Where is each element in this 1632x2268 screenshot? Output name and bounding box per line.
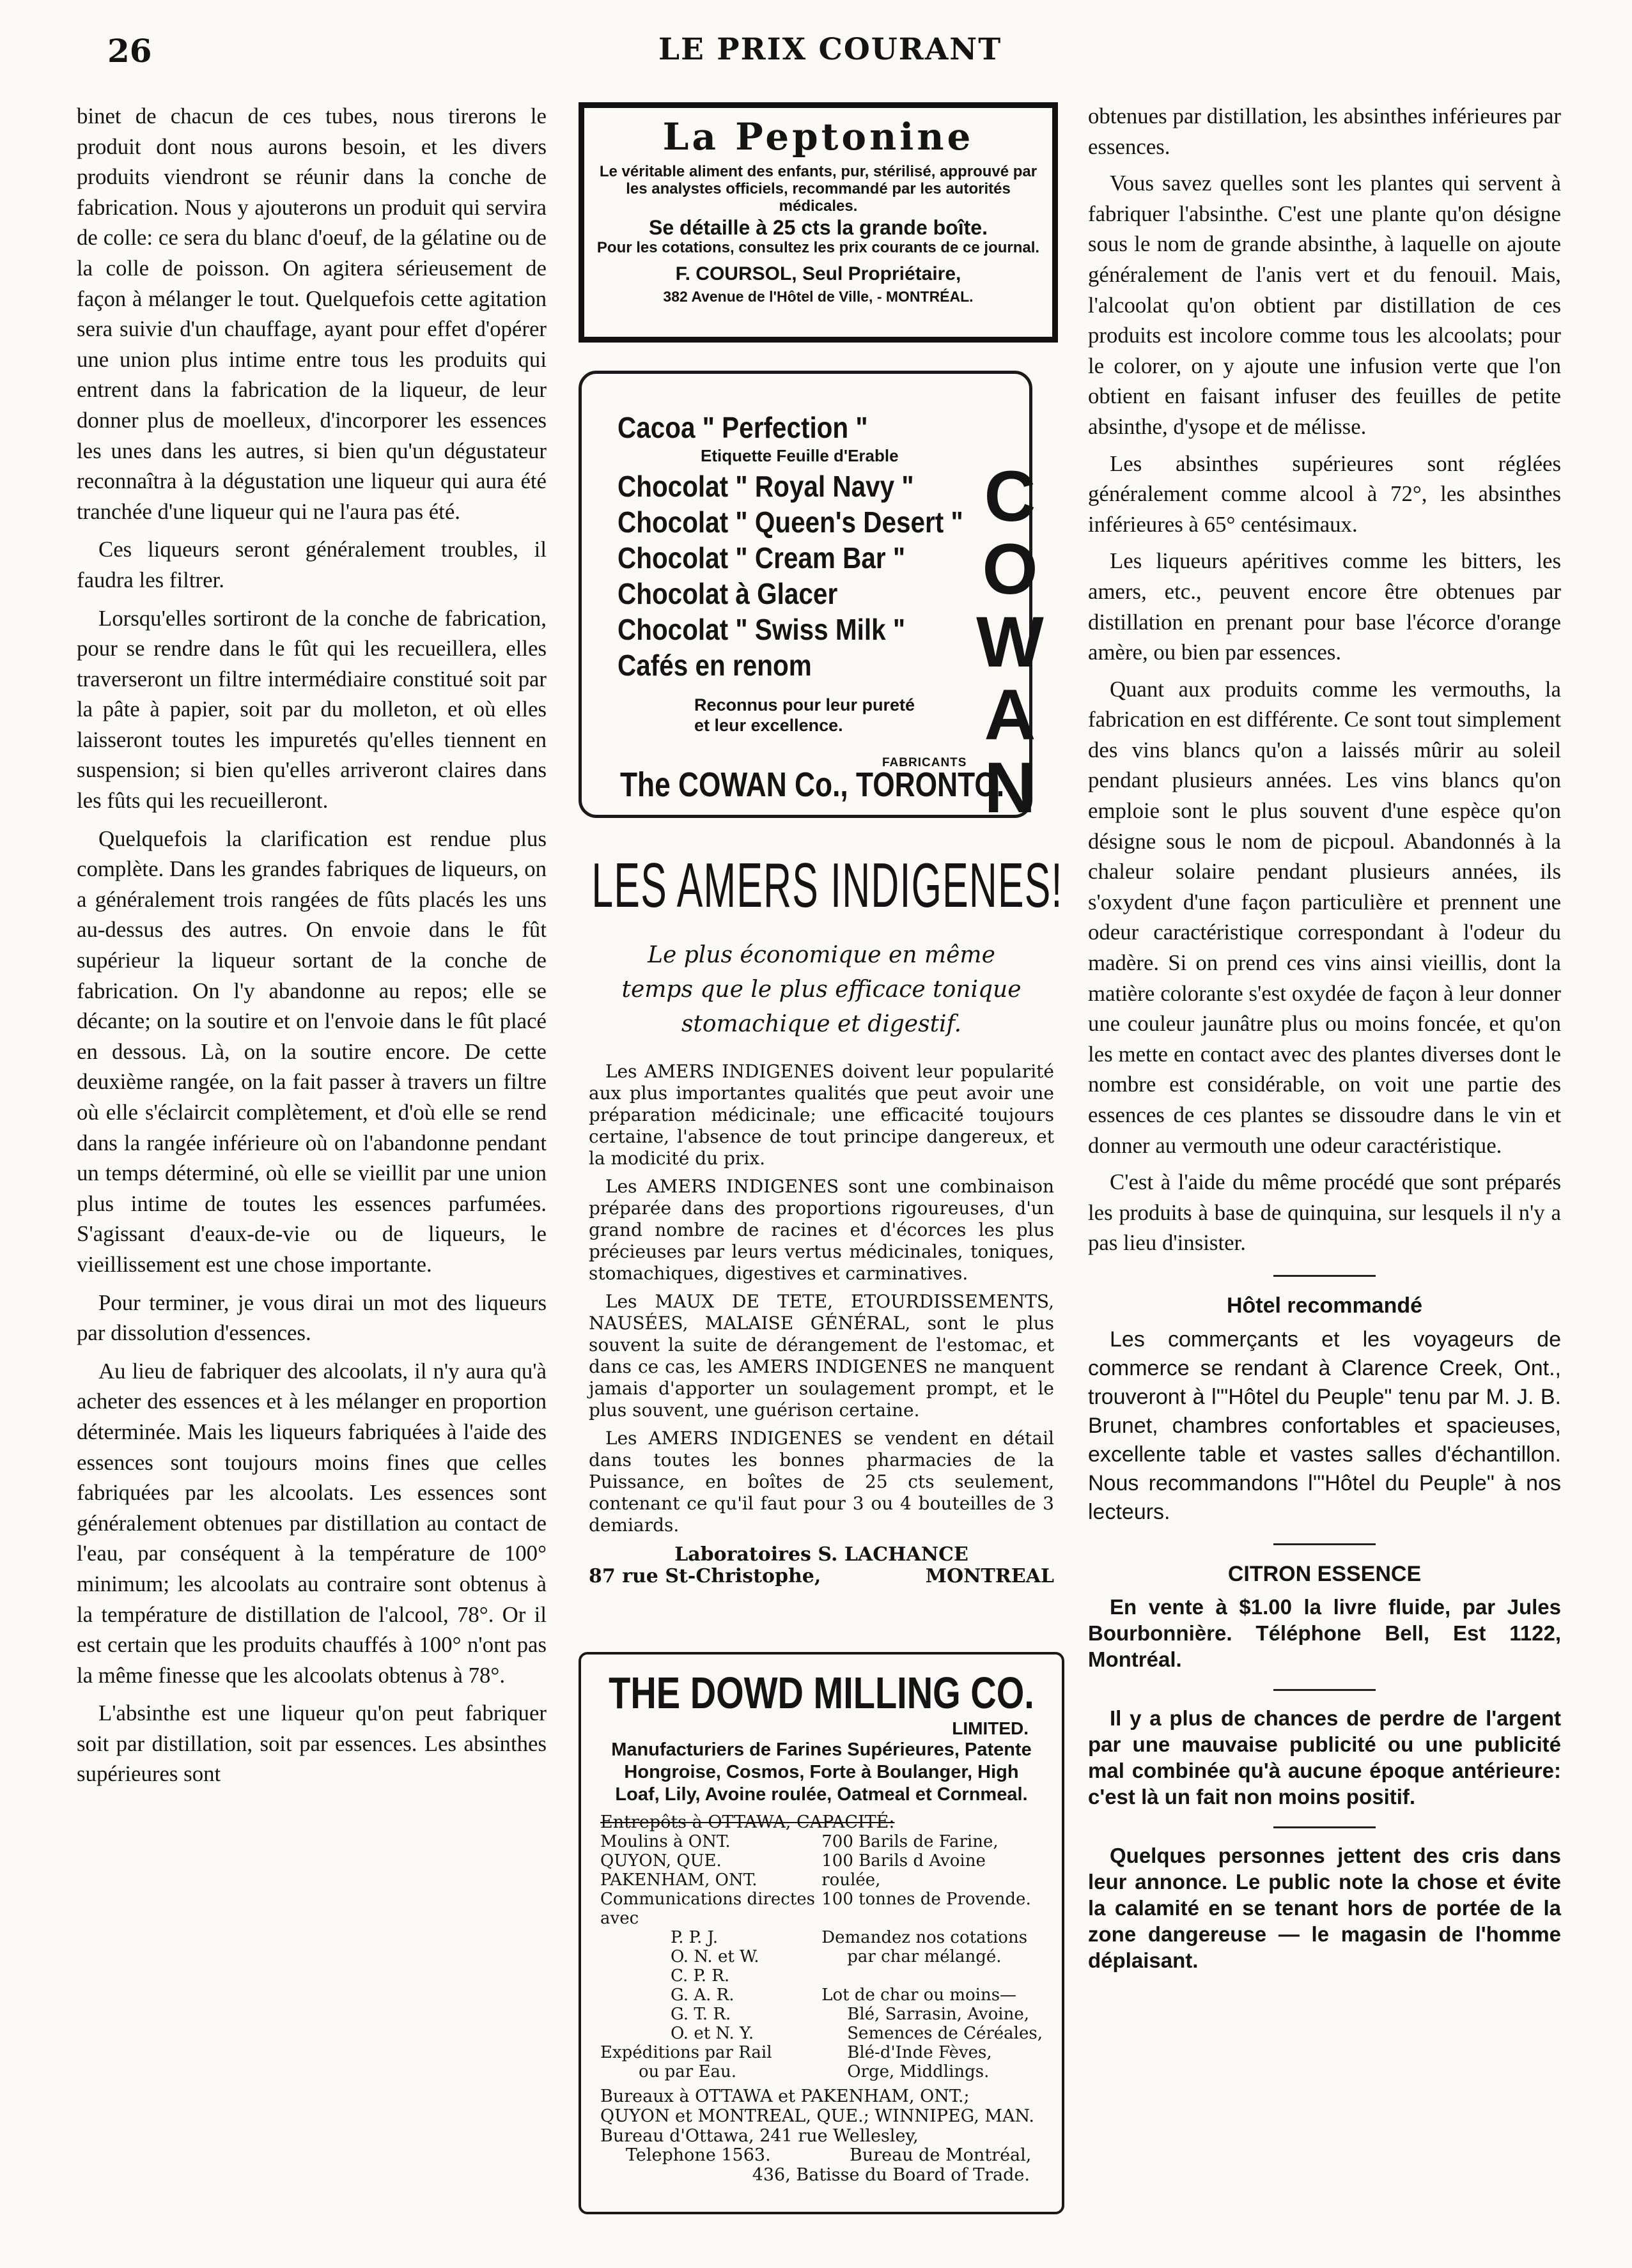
cowan-company-name: The COWAN Co., TORONTO. <box>620 766 1005 804</box>
cowan-brand-letter: A <box>984 675 1036 755</box>
ad-dowd-cell: 100 Barils d Avoine <box>821 1851 986 1871</box>
article-paragraph: C'est à l'aide du même procédé que sont préparés les produits à base de quinquina, sur lesquels il n'y a pas lieu d'insister. <box>1088 1169 1561 1256</box>
ad-dowd-cell: QUYON, QUE. <box>600 1851 722 1871</box>
cowan-product: Cafés en renom <box>618 649 812 682</box>
cowan-recognized-line: et leur excellence. <box>694 716 843 735</box>
ad-dowd-cell: G. A. R. <box>671 1986 734 2005</box>
cowan-brand-letter: W <box>976 602 1044 682</box>
article-paragraph: Les absinthes supérieures sont réglées généralement comme alcool à 72°, les absinthes inférieures à 65° centésimaux. <box>1088 451 1561 537</box>
ad-peptonine-address: 382 Avenue de l'Hôtel de Ville, - MONTRÉAL. <box>663 288 974 305</box>
ad-dowd-cell: Moulins à ONT. <box>600 1832 731 1851</box>
ad-dowd-cell: O. et N. Y. <box>671 2024 754 2043</box>
ad-amers-city: MONTREAL <box>925 1565 1054 1587</box>
ad-dowd-cell: Demandez nos cotations <box>821 1928 1028 1947</box>
ad-dowd-cell: P. P. J. <box>671 1928 719 1947</box>
ad-peptonine-title: La Peptonine <box>662 115 974 158</box>
ad-dowd-cell: Communications directes avec <box>600 1890 816 1928</box>
article-paragraph: Vous savez quelles sont les plantes qui servent à fabriquer l'absinthe. C'est une plante qu'on désigne sous le nom de grande absinthe, à laquelle on ajoute généralement de l'anis vert et du fenouil. Mais, l'alcoolat qu'on obtient par distillation de ces produits est incolore comme tous les alcoolats; pour le colorer, on y ajoute une infusion verte que l'on obtient en faisant infuser des feuilles de petite absinthe, d'ysope et de mélisse. <box>1088 171 1561 439</box>
ad-dowd-cell: roulée, <box>821 1871 881 1890</box>
ad-dowd-title: THE DOWD MILLING CO. <box>609 1668 1034 1718</box>
ad-amers-address <box>589 1566 1054 1587</box>
running-title: LE PRIX COURANT <box>658 32 1002 67</box>
hotel-section-text: Les commerçants et les voyageurs de commerce se rendant à Clarence Creek, Ont., trouveront à l'"Hôtel du Peuple" tenu par M. J. B. Brunet, chambres confortables et spacieuses, excellente table et vastes salles d'échantillon. Nous recommandons l'"Hôtel du Peuple" à nos lecteurs. <box>1088 1327 1561 1524</box>
section-divider <box>1273 1543 1376 1545</box>
cowan-vertical-brand <box>975 456 1045 828</box>
ad-peptonine-proprietor: F. COURSOL, Seul Propriétaire, <box>675 263 961 284</box>
right-article-column <box>1088 101 1561 1973</box>
ad-dowd-board-of-trade: 436, Batisse du Board of Trade. <box>752 2165 1030 2185</box>
ad-dowd-cell: 700 Barils de Farine, <box>821 1832 999 1851</box>
cowan-product: Chocolat à Glacer <box>618 577 838 610</box>
ad-dowd-limited: LIMITED. <box>952 1718 1029 1738</box>
cowan-brand-letter: O <box>982 529 1038 609</box>
ad-dowd-ottawa-office: Bureau d'Ottawa, 241 rue Wellesley, <box>600 2126 919 2146</box>
ad-dowd-cell: par char mélangé. <box>847 1947 1002 1966</box>
cowan-product: Chocolat " Royal Navy " <box>618 470 914 503</box>
ad-amers-laboratory <box>589 1544 1054 1566</box>
ad-dowd-montreal-office: Bureau de Montréal, <box>850 2145 1032 2165</box>
ad-amers-paragraph: Les MAUX DE TETE, ETOURDISSEMENTS, NAUSÉES, MALAISE GÉNÉRAL, sont le plus souvent la suite de dérangement de l'estomac, et dans ce cas, les AMERS INDIGENES ne manquent jamais d'apporter un soulagement prompt, et le plus souvent, une guérison certaine. <box>589 1291 1054 1421</box>
section-divider <box>1273 1826 1376 1828</box>
ad-amers-indigenes <box>579 850 1064 1623</box>
ad-dowd-cell: Semences de Céréales, <box>847 2024 1043 2043</box>
ad-dowd-manufacturers: Manufacturiers de Farines Supérieures, Patente Hongroise, Cosmos, Forte à Boulanger, High Loaf, Lily, Avoine roulée, Oatmeal et Cornmeal. <box>611 1740 1032 1805</box>
ad-dowd-details-grid <box>600 1832 1043 2081</box>
ad-dowd-offices: Bureaux à OTTAWA et PAKENHAM, ONT.; QUYON et MONTREAL, QUE.; WINNIPEG, MAN. <box>600 2087 1034 2126</box>
ad-dowd-cell: Orge, Middlings. <box>847 2062 990 2081</box>
section-divider <box>1273 1275 1376 1277</box>
ad-dowd-contact-grid <box>600 2146 1043 2165</box>
cowan-product-label: Etiquette Feuille d'Erable <box>701 446 899 465</box>
article-paragraph: Quant aux produits comme les vermouths, la fabrication en est différente. Ce sont tout simplement des vins blancs qu'on a laissés mûrir au soleil pendant plusieurs années. Les vins blancs qu'on emploie sont le plus souvent d'une espèce qu'on désigne sous le nom de picpoul. Abandonnés à la chaleur solaire pendant plusieurs années, ils s'oxydent d'une façon particulière et prennent une odeur caractéristique correspondant à l'odeur du madère. Si on prend ces vins ainsi vieillis, dont la matière colorante s'est oxydée de façon à leur donner une couleur jaunâtre plus ou moins foncée, et qu'on les mette en contact avec des plantes diverses dont le nombre est considérable, on voit une partie des essences de ces plantes se dissoudre dans le vin et donner au vermouth une odeur caractéristique. <box>1088 676 1561 1158</box>
ad-peptonine-quotes: Pour les cotations, consultez les prix courants de ce journal. <box>596 239 1040 256</box>
cowan-product: Chocolat " Cream Bar " <box>618 541 906 575</box>
ad-dowd-cell: Expéditions par Rail <box>600 2043 772 2062</box>
hotel-section-title: Hôtel recommandé <box>1226 1293 1423 1318</box>
ad-dowd-telephone: Telephone 1563. <box>626 2145 771 2165</box>
page-number: 26 <box>107 32 152 70</box>
cowan-product: Chocolat " Queen's Desert " <box>618 505 963 539</box>
article-paragraph: binet de chacun de ces tubes, nous tirerons le produit dont nous aurons besoin, et les divers produits viendront se réunir dans la conche de fabrication. Nous y ajouterons un produit qui servira de colle: ce sera du blanc d'oeuf, de la gélatine ou de la colle de poisson. On agitera sérieusement de façon à mélanger le tout. Quelquefois cette agitation sera suivie d'un chauffage, ayant pour effet d'opérer une union plus intime entre tous les produits qui entrent dans la fabrication de la liqueur, de leur donner plus de moelleux, d'incorporer les essences les unes dans les autres, si bien qu'un dégustateur reconnaîtra à la dégustation une liqueur qui aura été tranchée d'une liqueur qui ne l'aura pas été. <box>77 104 547 524</box>
ad-dowd-cell: ou par Eau. <box>639 2062 736 2081</box>
ad-dowd-cell <box>821 1966 1043 1986</box>
ad-dowd-cell: 100 tonnes de Provende. <box>821 1890 1031 1909</box>
article-paragraph: obtenues par distillation, les absinthes inférieures par essences. <box>1088 104 1561 159</box>
ad-dowd-cell: Lot de char ou moins— <box>821 1986 1017 2005</box>
article-paragraph: Lorsqu'elles sortiront de la conche de fabrication, pour se rendre dans le fût qui les recueillera, elles traverseront un filtre intermédiaire constitué soit par la pâte à papier, soit par du molleton, et où elles laisseront toutes les impuretés qu'elles tiennent en suspension; si bien qu'elles arriveront claires dans les fûts qui les recueilleront. <box>77 605 547 814</box>
cowan-product: Chocolat " Swiss Milk " <box>618 613 906 646</box>
ad-dowd-cell: PAKENHAM, ONT. <box>600 1871 758 1890</box>
ad-dowd-cell: Blé, Sarrasin, Avoine, <box>847 2005 1029 2024</box>
ad-dowd-cell: G. T. R. <box>671 2005 731 2024</box>
citron-section-text: En vente à $1.00 la livre fluide, par Jules Bourbonnière. Téléphone Bell, Est 1122, Montréal. <box>1088 1594 1561 1671</box>
ad-amers-title: LES AMERS INDIGENES! <box>591 850 1063 920</box>
cowan-fabricants: FABRICANTS <box>882 756 967 769</box>
ad-dowd-cell: C. P. R. <box>671 1966 730 1986</box>
citron-section-title: CITRON ESSENCE <box>1227 1561 1422 1586</box>
ad-amers-lab-name: Laboratoires S. LACHANCE <box>674 1543 968 1566</box>
ad-amers-slogan: Le plus économique en même temps que le plus efficace tonique stomachique et digestif. <box>621 942 1022 1037</box>
ad-amers-paragraph: Les AMERS INDIGENES sont une combinaison préparée dans des proportions rigoureuses, d'un grand nombre de racines et d'écorces les plus précieuses par leurs vertus médicinales, toniques, stomachiques, digestives et carminatives. <box>589 1176 1054 1284</box>
cowan-product: Cacoa " Perfection " <box>618 411 868 444</box>
section-divider <box>1273 1689 1376 1691</box>
ad-dowd-milling <box>579 1652 1064 2214</box>
cowan-recognized-line: Reconnus pour leur pureté <box>694 695 915 714</box>
ad-peptonine-body: Le véritable aliment des enfants, pur, stérilisé, approuvé par les analystes officiels, recommandé par les autorités médicales. <box>599 163 1037 215</box>
ad-dowd-cell: O. N. et W. <box>671 1947 759 1966</box>
article-paragraph: L'absinthe est une liqueur qu'on peut fabriquer soit par distillation, soit par essences. Les absinthes supérieures sont <box>77 1701 547 1787</box>
cowan-brand-letter: C <box>984 456 1036 536</box>
ad-dowd-cell: Blé-d'Inde Fèves, <box>847 2043 992 2062</box>
left-article-column <box>77 101 547 1789</box>
cowan-brand-letter: N <box>984 748 1036 828</box>
ad-cowan <box>579 371 1032 818</box>
ad-amers-street: 87 rue St-Christophe, <box>589 1565 821 1587</box>
ad-peptonine <box>579 102 1058 343</box>
ad-dowd-entrepots: Entrepôts à OTTAWA, CAPACITÉ: <box>600 1812 895 1832</box>
article-paragraph: Les liqueurs apéritives comme les bitters, les amers, etc., peuvent encore être obtenues par distillation en prenant pour base l'écorce d'orange amère, ou bien par essences. <box>1088 548 1561 665</box>
ad-amers-paragraph: Les AMERS INDIGENES doivent leur popularité aux plus importantes qualités que peut avoir une préparation médicinale; une efficacité toujours certaine, l'absence de tout principe dangereux, et la modicité du prix. <box>589 1061 1054 1169</box>
ad-peptonine-price: Se détaille à 25 cts la grande boîte. <box>649 216 988 239</box>
danger-notice: Quelques personnes jettent des cris dans leur annonce. Le public note la chose et évite la calamité en se tenant hors de portée de la zone dangereuse — le magasin de l'homme déplaisant. <box>1088 1843 1561 1972</box>
article-paragraph: Au lieu de fabriquer des alcoolats, il n'y aura qu'à acheter des essences et à les mélanger en proportion déterminée. Mais les liqueurs fabriquées à l'aide des essences sont toujours moins fines que celles fabriquées par les alcoolats. Les essences sont généralement obtenues par distillation au contact de l'eau, par conséquent à la température de 100° minimum; les alcoolats au contraire sont obtenus à la température de distillation de l'alcool, 78°. Or il est certain que les produits chauffés à 100° n'ont pas la même finesse que les alcoolats obtenus à 78°. <box>77 1358 547 1688</box>
ad-amers-paragraph: Les AMERS INDIGENES se vendent en détail dans toutes les bonnes pharmacies de la Puissance, en boîtes de 25 cts seulement, contenant ce qu'il faut pour 3 ou 4 bouteilles de 3 demiards. <box>589 1428 1054 1536</box>
article-paragraph: Ces liqueurs seront généralement troubles, il faudra les filtrer. <box>77 537 547 592</box>
article-paragraph: Pour terminer, je vous dirai un mot des liqueurs par dissolution d'essences. <box>77 1290 547 1346</box>
publicity-notice: Il y a plus de chances de perdre de l'argent par une mauvaise publicité ou une publicité mal combinée qu'à aucune époque antérieure: c'est là un fait non moins positif. <box>1088 1706 1561 1809</box>
article-paragraph: Quelquefois la clarification est rendue plus complète. Dans les grandes fabriques de liqueurs, on a généralement trois rangées de fûts placés les uns au-dessus des autres. On envoie dans le fût supérieur la liqueur sortant de la conche de fabrication. On l'y abandonne au repos; elle se décante; on la soutire et on l'envoie dans le fût placé en dessous. Là, on la soutire encore. De cette deuxième rangée, on la fait passer à travers un filtre où elle s'éclaircit complètement, et d'où elle se rend dans la rangée inférieure où on l'abandonne pendant un temps déterminé, où elle se vieillit par une union plus intime de toutes les essences parfumées. S'agissant d'eaux-de-vie ou de liqueurs, le vieillissement est une chose importante. <box>77 826 547 1277</box>
